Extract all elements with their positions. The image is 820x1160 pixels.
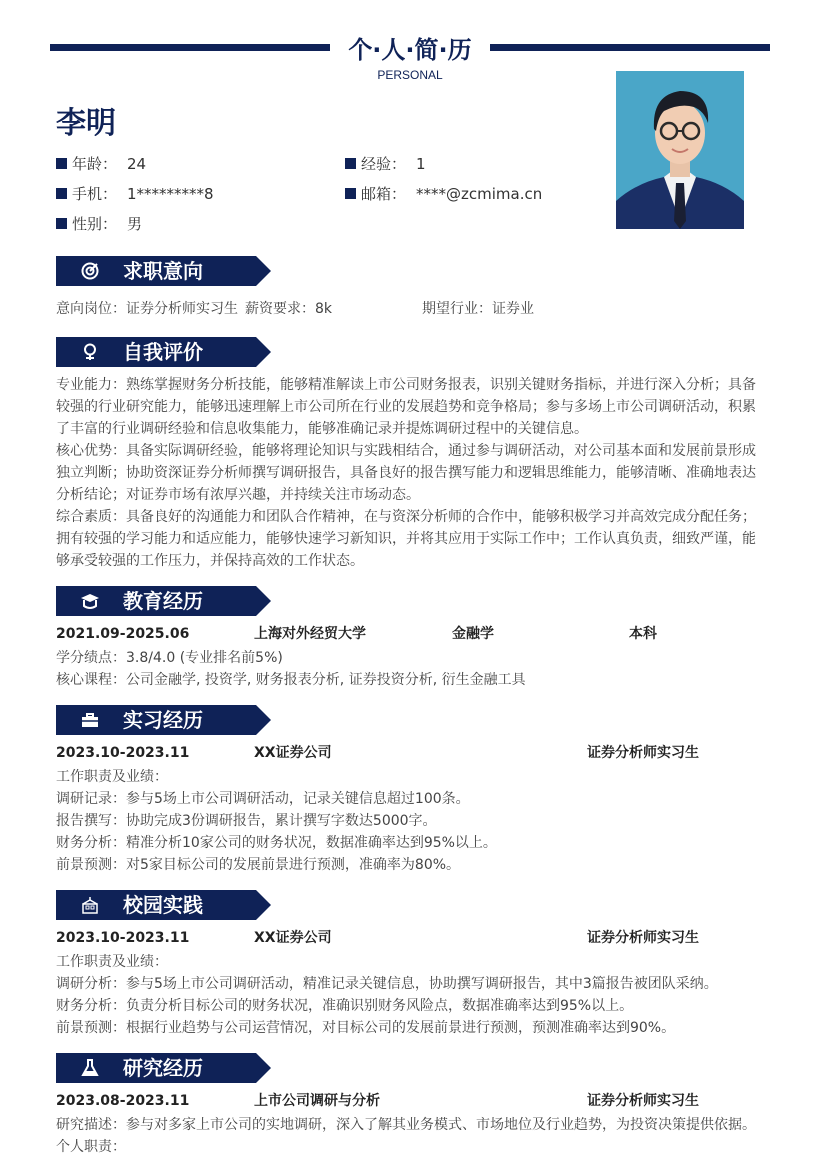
section-header-internship [56, 705, 271, 735]
education-period: 2021.09-2025.06 [56, 626, 190, 642]
education-major: 金融学 [452, 626, 494, 642]
internship-line: 报告撰写：协助完成3份调研报告，累计撰写字数达5000字。 [56, 813, 437, 829]
info-value: 24 [127, 154, 147, 173]
candidate-name: 李明 [56, 106, 116, 141]
intention-industry: 期望行业：证券业 [422, 301, 534, 317]
campus-line: 财务分析：负责分析目标公司的财务状况，准确识别财务风险点，数据准确率达到95%以上。 [56, 998, 634, 1014]
campus-company: XX证券公司 [254, 930, 332, 946]
info-label: 邮箱： [361, 185, 407, 203]
research-line: 研究描述：参与对多家上市公司的实地调研，深入了解其业务模式、市场地位及行业趋势，为投资决策提供依据。 [56, 1117, 756, 1133]
info-value: 男 [127, 215, 143, 233]
bullet-square-icon [345, 158, 356, 169]
campus-line: 前景预测：根据行业趋势与公司运营情况，对目标公司的发展前景进行预测，预测准确率达到90%。 [56, 1020, 676, 1036]
education-school: 上海对外经贸大学 [254, 626, 366, 642]
evaluation-line: 独立判断；协助资深证券分析师撰写调研报告，具备良好的报告撰写能力和逻辑思维能力，能够清晰、准确地表达 [56, 465, 756, 481]
evaluation-line: 核心优势：具备实际调研经验，能够将理论知识与实践相结合，通过参与调研活动，对公司基本面和发展前景形成 [56, 443, 756, 459]
flask-icon [80, 1059, 100, 1077]
internship-line: 财务分析：精准分析10家公司的财务状况，数据准确率达到95%以上。 [56, 835, 497, 851]
research-period: 2023.08-2023.11 [56, 1093, 190, 1109]
evaluation-line: 够承受较强的工作压力，并保持高效的工作状态。 [56, 553, 364, 569]
info-email [345, 183, 542, 204]
profile-photo [616, 71, 744, 229]
section-header-self-evaluation [56, 337, 271, 367]
section-title: 教育经历 [123, 589, 203, 613]
graduation-cap-icon [80, 592, 100, 610]
campus-period: 2023.10-2023.11 [56, 930, 190, 946]
header-rule-right [490, 44, 770, 51]
evaluation-line: 拥有较强的学习能力和适应能力，能够快速学习新知识，并将其应用于实际工作中；工作认真负责，细致严谨，能 [56, 531, 756, 547]
info-value: ****@zcmima.cn [416, 184, 543, 203]
education-gpa: 学分绩点：3.8/4.0 (专业排名前5%) [56, 650, 283, 666]
internship-line: 工作职责及业绩： [56, 769, 168, 785]
bullet-square-icon [56, 218, 67, 229]
evaluation-line: 了丰富的行业调研经验和信息收集能力，能够准确记录并提炼调研过程中的关键信息。 [56, 421, 588, 437]
info-label: 年龄： [72, 155, 118, 173]
internship-line: 调研记录：参与5场上市公司调研活动，记录关键信息超过100条。 [56, 791, 470, 807]
info-experience [345, 153, 426, 174]
research-project: 上市公司调研与分析 [254, 1093, 380, 1109]
campus-role: 证券分析师实习生 [587, 930, 699, 946]
section-title: 自我评价 [123, 340, 203, 364]
info-age [56, 153, 146, 174]
campus-line: 工作职责及业绩： [56, 954, 168, 970]
portrait-image [616, 71, 744, 229]
internship-line: 前景预测：对5家目标公司的发展前景进行预测，准确率为80%。 [56, 857, 461, 873]
badge-icon [80, 343, 100, 361]
document-subtitle: PERSONAL [377, 68, 443, 82]
section-header-intention [56, 256, 271, 286]
evaluation-line: 专业能力：熟练掌握财务分析技能，能够精准解读上市公司财务报表，识别关键财务指标，并进行深入分析；具备 [56, 377, 756, 393]
bullet-square-icon [56, 188, 67, 199]
document-title: 个·人·简·历 [348, 36, 472, 64]
intention-salary: 薪资要求：8k [245, 301, 333, 317]
internship-row [56, 742, 766, 764]
education-degree: 本科 [629, 626, 657, 642]
internship-role: 证券分析师实习生 [587, 745, 699, 761]
evaluation-line: 综合素质：具备良好的沟通能力和团队合作精神，在与资深分析师的合作中，能够积极学习并高效完成分配任务； [56, 509, 756, 525]
section-title: 实习经历 [123, 708, 203, 732]
evaluation-line: 分析结论；对证券市场有浓厚兴趣，并持续关注市场动态。 [56, 487, 420, 503]
internship-period: 2023.10-2023.11 [56, 745, 190, 761]
research-row [56, 1090, 766, 1112]
section-title: 求职意向 [123, 259, 203, 283]
campus-line: 调研分析：参与5场上市公司调研活动，精准记录关键信息，协助撰写调研报告，其中3篇报告被团队采纳。 [56, 976, 718, 992]
briefcase-icon [80, 711, 100, 729]
info-label: 经验： [361, 155, 407, 173]
info-label: 手机： [72, 185, 118, 203]
evaluation-line: 较强的行业研究能力，能够迅速理解上市公司所在行业的发展趋势和竞争格局；参与多场上市公司调研活动，积累 [56, 399, 756, 415]
research-line: 个人职责： [56, 1139, 126, 1155]
education-courses: 核心课程：公司金融学, 投资学, 财务报表分析, 证券投资分析, 衍生金融工具 [56, 672, 526, 688]
internship-company: XX证券公司 [254, 745, 332, 761]
bullet-square-icon [56, 158, 67, 169]
info-label: 性别： [72, 215, 118, 233]
section-header-campus [56, 890, 271, 920]
info-value: 1*********8 [127, 184, 214, 203]
info-value: 1 [416, 154, 426, 173]
bullet-square-icon [345, 188, 356, 199]
info-gender [56, 213, 142, 234]
section-header-research [56, 1053, 271, 1083]
research-role: 证券分析师实习生 [587, 1093, 699, 1109]
campus-building-icon [80, 896, 100, 914]
section-title: 研究经历 [123, 1056, 203, 1080]
education-row [56, 623, 766, 645]
section-header-education [56, 586, 271, 616]
target-icon [80, 262, 100, 280]
section-title: 校园实践 [123, 893, 203, 917]
header-rule-left [50, 44, 330, 51]
info-phone [56, 183, 214, 204]
campus-row [56, 927, 766, 949]
intention-position: 意向岗位：证券分析师实习生 [56, 301, 238, 317]
